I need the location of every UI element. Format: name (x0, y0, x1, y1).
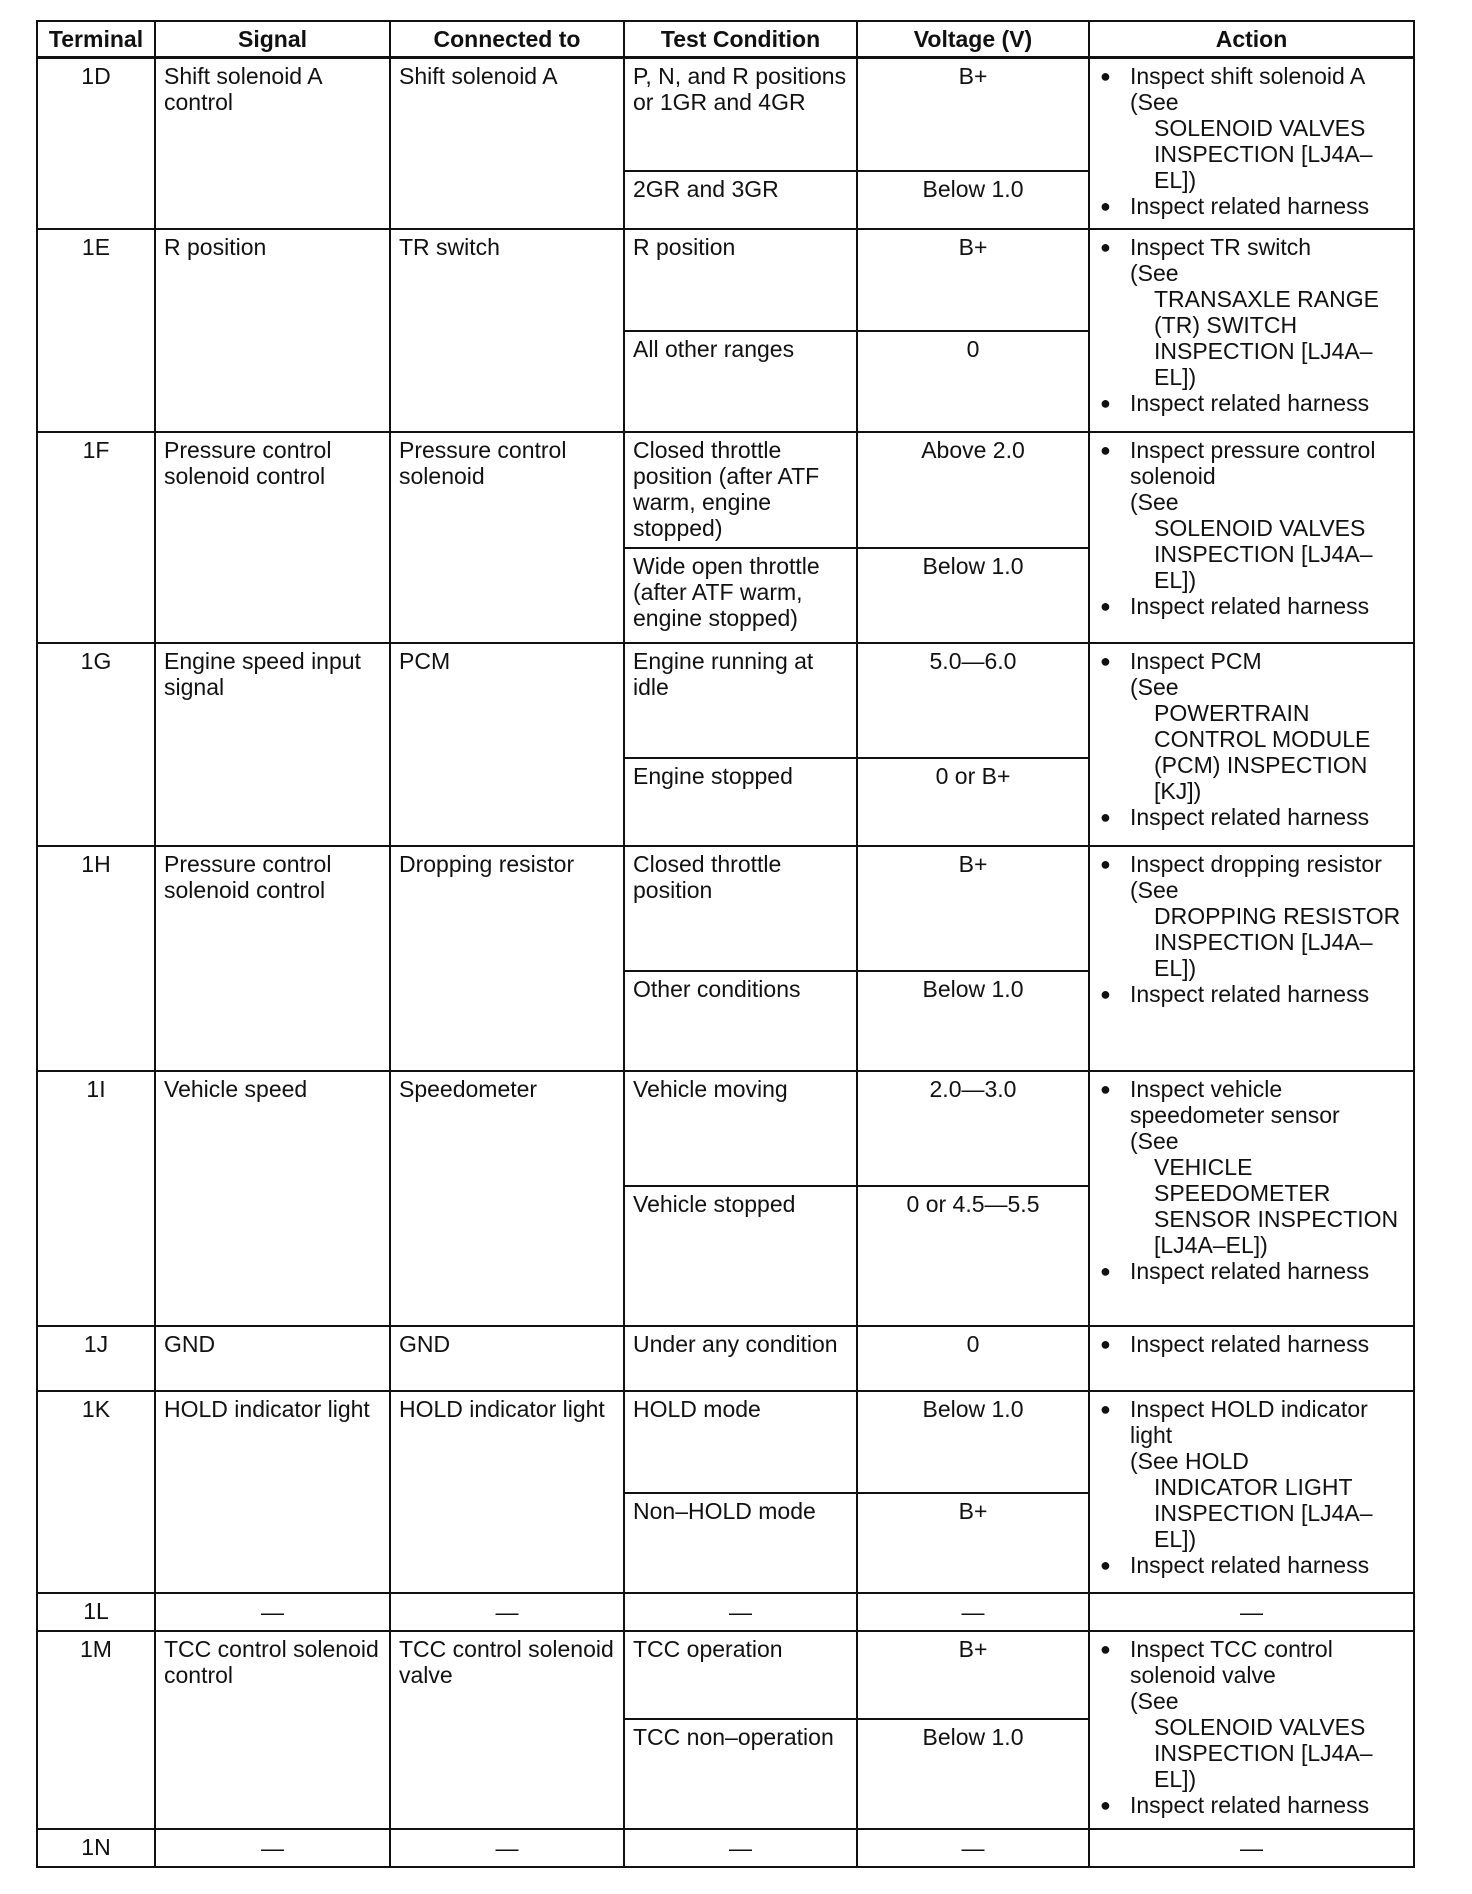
header-voltage: Voltage (V) (857, 21, 1089, 58)
cell-voltage: — (857, 1829, 1089, 1867)
action-inspect (1100, 1636, 1409, 1688)
cell-signal: TCC control solenoid control (155, 1631, 390, 1829)
cell-connected-to: Shift solenoid A (390, 58, 624, 229)
cell-voltage: — (857, 1593, 1089, 1631)
cell-voltage: Below 1.0 (857, 171, 1089, 229)
action-reference: SOLENOID VALVES INSPECTION [LJ4A–EL]) (1154, 115, 1373, 193)
cell-test-condition: Closed throttle position (624, 846, 857, 971)
cell-terminal: 1D (37, 58, 155, 229)
bullet-icon: ● (1100, 595, 1111, 616)
cell-connected-to: Speedometer (390, 1071, 624, 1326)
bullet-icon: ● (1100, 1398, 1111, 1419)
cell-voltage: Below 1.0 (857, 548, 1089, 643)
action-see: (See (1130, 876, 1179, 903)
cell-action (1089, 1391, 1414, 1593)
cell-voltage: B+ (857, 229, 1089, 331)
cell-voltage: Above 2.0 (857, 432, 1089, 548)
bullet-icon: ● (1100, 853, 1111, 874)
action-inspect-text: Inspect TCC control solenoid valve (1130, 1635, 1333, 1688)
cell-action (1089, 229, 1414, 432)
action-see: (See (1130, 1687, 1179, 1714)
cell-signal: Pressure control solenoid control (155, 846, 390, 1071)
cell-voltage: B+ (857, 1631, 1089, 1719)
cell-signal: R position (155, 229, 390, 432)
bullet-icon: ● (1100, 392, 1111, 413)
bullet-icon: ● (1100, 806, 1111, 827)
header-test-condition: Test Condition (624, 21, 857, 58)
action-see: (See (1130, 259, 1179, 286)
cell-voltage: 0 (857, 1326, 1089, 1391)
cell-voltage: 5.0—6.0 (857, 643, 1089, 758)
action-harness-text: Inspect related harness (1130, 1257, 1370, 1284)
cell-action (1089, 1631, 1414, 1829)
action-inspect-text: Inspect TR switch (1130, 233, 1312, 260)
bullet-icon: ● (1100, 1638, 1111, 1659)
cell-connected-to: TCC control solenoid valve (390, 1631, 624, 1829)
cell-signal: — (155, 1829, 390, 1867)
action-see: (See (1130, 488, 1179, 515)
cell-connected-to: — (390, 1829, 624, 1867)
bullet-icon: ● (1100, 1554, 1111, 1575)
table-row (37, 432, 1414, 548)
table-row (37, 643, 1414, 758)
action-see: (See (1130, 1127, 1179, 1154)
cell-signal: GND (155, 1326, 390, 1391)
cell-terminal: 1H (37, 846, 155, 1071)
cell-test-condition: Under any condition (624, 1326, 857, 1391)
cell-test-condition: HOLD mode (624, 1391, 857, 1493)
action-reference: VEHICLE SPEEDOMETER SENSOR INSPECTION [LJ4A–EL]) (1154, 1153, 1399, 1258)
action-inspect (1100, 437, 1409, 489)
cell-test-condition: Non–HOLD mode (624, 1493, 857, 1593)
cell-connected-to: TR switch (390, 229, 624, 432)
cell-test-condition: 2GR and 3GR (624, 171, 857, 229)
action-inspect-text: Inspect shift solenoid A (1130, 63, 1366, 89)
table-row (37, 1071, 1414, 1186)
cell-test-condition: — (624, 1829, 857, 1867)
cell-test-condition: R position (624, 229, 857, 331)
table-row (37, 1829, 1414, 1867)
action-see: (See (1130, 89, 1179, 115)
action-reference: SOLENOID VALVES INSPECTION [LJ4A–EL]) (1154, 1713, 1373, 1792)
table-row (37, 58, 1414, 171)
bullet-icon: ● (1100, 1333, 1111, 1354)
cell-terminal: 1E (37, 229, 155, 432)
bullet-icon: ● (1100, 650, 1111, 671)
bullet-icon: ● (1100, 236, 1111, 257)
action-see: (See HOLD (1130, 1447, 1249, 1474)
bullet-icon: ● (1100, 1794, 1111, 1815)
cell-test-condition: Vehicle moving (624, 1071, 857, 1186)
cell-terminal: 1N (37, 1829, 155, 1867)
table-row (37, 229, 1414, 331)
action-harness-text: Inspect related harness (1130, 1330, 1370, 1357)
table-row (37, 1631, 1414, 1719)
cell-voltage: B+ (857, 846, 1089, 971)
cell-action (1089, 432, 1414, 643)
cell-signal: Vehicle speed (155, 1071, 390, 1326)
cell-test-condition: TCC operation (624, 1631, 857, 1719)
cell-connected-to: PCM (390, 643, 624, 846)
cell-voltage: Below 1.0 (857, 1391, 1089, 1493)
cell-voltage: B+ (857, 58, 1089, 171)
cell-test-condition: Engine running at idle (624, 643, 857, 758)
action-inspect (1100, 851, 1409, 877)
action-inspect-text: Inspect PCM (1130, 647, 1262, 674)
header-action: Action (1089, 21, 1414, 58)
cell-action (1089, 1071, 1414, 1326)
bullet-icon: ● (1100, 439, 1111, 460)
action-inspect (1100, 648, 1409, 674)
cell-voltage: 0 (857, 331, 1089, 432)
cell-test-condition: Wide open throttle (after ATF warm, engine stopped) (624, 548, 857, 643)
cell-signal: HOLD indicator light (155, 1391, 390, 1593)
cell-connected-to: Pressure control solenoid (390, 432, 624, 643)
cell-test-condition: Other conditions (624, 971, 857, 1071)
cell-test-condition: P, N, and R positions or 1GR and 4GR (624, 58, 857, 171)
action-reference: POWERTRAIN CONTROL MODULE (PCM) INSPECTION [KJ]) (1154, 699, 1371, 804)
action-harness-text: Inspect related harness (1130, 592, 1370, 619)
header-row (37, 21, 1414, 58)
cell-voltage: Below 1.0 (857, 1719, 1089, 1829)
cell-terminal: 1K (37, 1391, 155, 1593)
action-harness-text: Inspect related harness (1130, 389, 1370, 416)
cell-action (1089, 1326, 1414, 1391)
terminal-voltage-table (36, 20, 1415, 1868)
cell-voltage: 0 or B+ (857, 758, 1089, 846)
header-terminal: Terminal (37, 21, 155, 58)
bullet-icon: ● (1100, 66, 1111, 86)
action-harness-text: Inspect related harness (1130, 193, 1370, 219)
cell-connected-to: Dropping resistor (390, 846, 624, 1071)
action-harness (1100, 390, 1409, 416)
cell-action (1089, 58, 1414, 229)
table-row (37, 1391, 1414, 1493)
cell-connected-to: GND (390, 1326, 624, 1391)
action-harness (1100, 1258, 1409, 1284)
cell-test-condition: All other ranges (624, 331, 857, 432)
table-row (37, 846, 1414, 971)
cell-terminal: 1M (37, 1631, 155, 1829)
cell-connected-to: HOLD indicator light (390, 1391, 624, 1593)
cell-test-condition: TCC non–operation (624, 1719, 857, 1829)
cell-action (1089, 846, 1414, 1071)
cell-terminal: 1G (37, 643, 155, 846)
action-inspect-text: Inspect vehicle speedometer sensor (1130, 1075, 1340, 1128)
cell-terminal: 1L (37, 1593, 155, 1631)
cell-test-condition: Vehicle stopped (624, 1186, 857, 1326)
action-harness (1100, 1552, 1409, 1578)
cell-action: — (1089, 1593, 1414, 1631)
action-harness-text: Inspect related harness (1130, 803, 1370, 830)
bullet-icon: ● (1100, 1260, 1111, 1281)
cell-terminal: 1I (37, 1071, 155, 1326)
action-inspect-text: Inspect dropping resistor (1130, 850, 1382, 877)
cell-test-condition: Engine stopped (624, 758, 857, 846)
cell-action (1089, 643, 1414, 846)
action-harness (1100, 804, 1409, 830)
cell-terminal: 1F (37, 432, 155, 643)
header-connected-to: Connected to (390, 21, 624, 58)
cell-signal: Shift solenoid A control (155, 58, 390, 229)
action-inspect (1100, 63, 1409, 89)
cell-action: — (1089, 1829, 1414, 1867)
action-reference: SOLENOID VALVES INSPECTION [LJ4A–EL]) (1154, 514, 1373, 593)
cell-voltage: Below 1.0 (857, 971, 1089, 1071)
action-harness (1100, 1792, 1409, 1818)
action-harness-text: Inspect related harness (1130, 980, 1370, 1007)
action-see: (See (1130, 673, 1179, 700)
action-reference: TRANSAXLE RANGE (TR) SWITCH INSPECTION [LJ4A–EL]) (1154, 285, 1379, 390)
bullet-icon: ● (1100, 983, 1111, 1004)
cell-signal: Pressure control solenoid control (155, 432, 390, 643)
cell-signal: — (155, 1593, 390, 1631)
cell-voltage: 0 or 4.5—5.5 (857, 1186, 1089, 1326)
action-harness (1100, 981, 1409, 1007)
action-inspect-text: Inspect pressure control solenoid (1130, 436, 1376, 489)
action-inspect-text: Inspect HOLD indicator light (1130, 1395, 1368, 1448)
cell-connected-to: — (390, 1593, 624, 1631)
action-reference: DROPPING RESISTOR INSPECTION [LJ4A–EL]) (1154, 902, 1401, 981)
action-inspect (1100, 1076, 1409, 1128)
cell-voltage: B+ (857, 1493, 1089, 1593)
cell-terminal: 1J (37, 1326, 155, 1391)
table-row (37, 1326, 1414, 1391)
action-harness-text: Inspect related harness (1130, 1551, 1370, 1578)
action-inspect (1100, 234, 1409, 260)
action-harness (1100, 193, 1409, 219)
action-harness (1100, 1331, 1409, 1357)
cell-test-condition: — (624, 1593, 857, 1631)
action-harness (1100, 593, 1409, 619)
cell-signal: Engine speed input signal (155, 643, 390, 846)
table-row (37, 1593, 1414, 1631)
header-signal: Signal (155, 21, 390, 58)
bullet-icon: ● (1100, 196, 1111, 216)
bullet-icon: ● (1100, 1078, 1111, 1099)
action-harness-text: Inspect related harness (1130, 1791, 1370, 1818)
cell-voltage: 2.0—3.0 (857, 1071, 1089, 1186)
cell-test-condition: Closed throttle position (after ATF warm, engine stopped) (624, 432, 857, 548)
action-reference: INDICATOR LIGHT INSPECTION [LJ4A–EL]) (1154, 1473, 1373, 1552)
action-inspect (1100, 1396, 1409, 1448)
